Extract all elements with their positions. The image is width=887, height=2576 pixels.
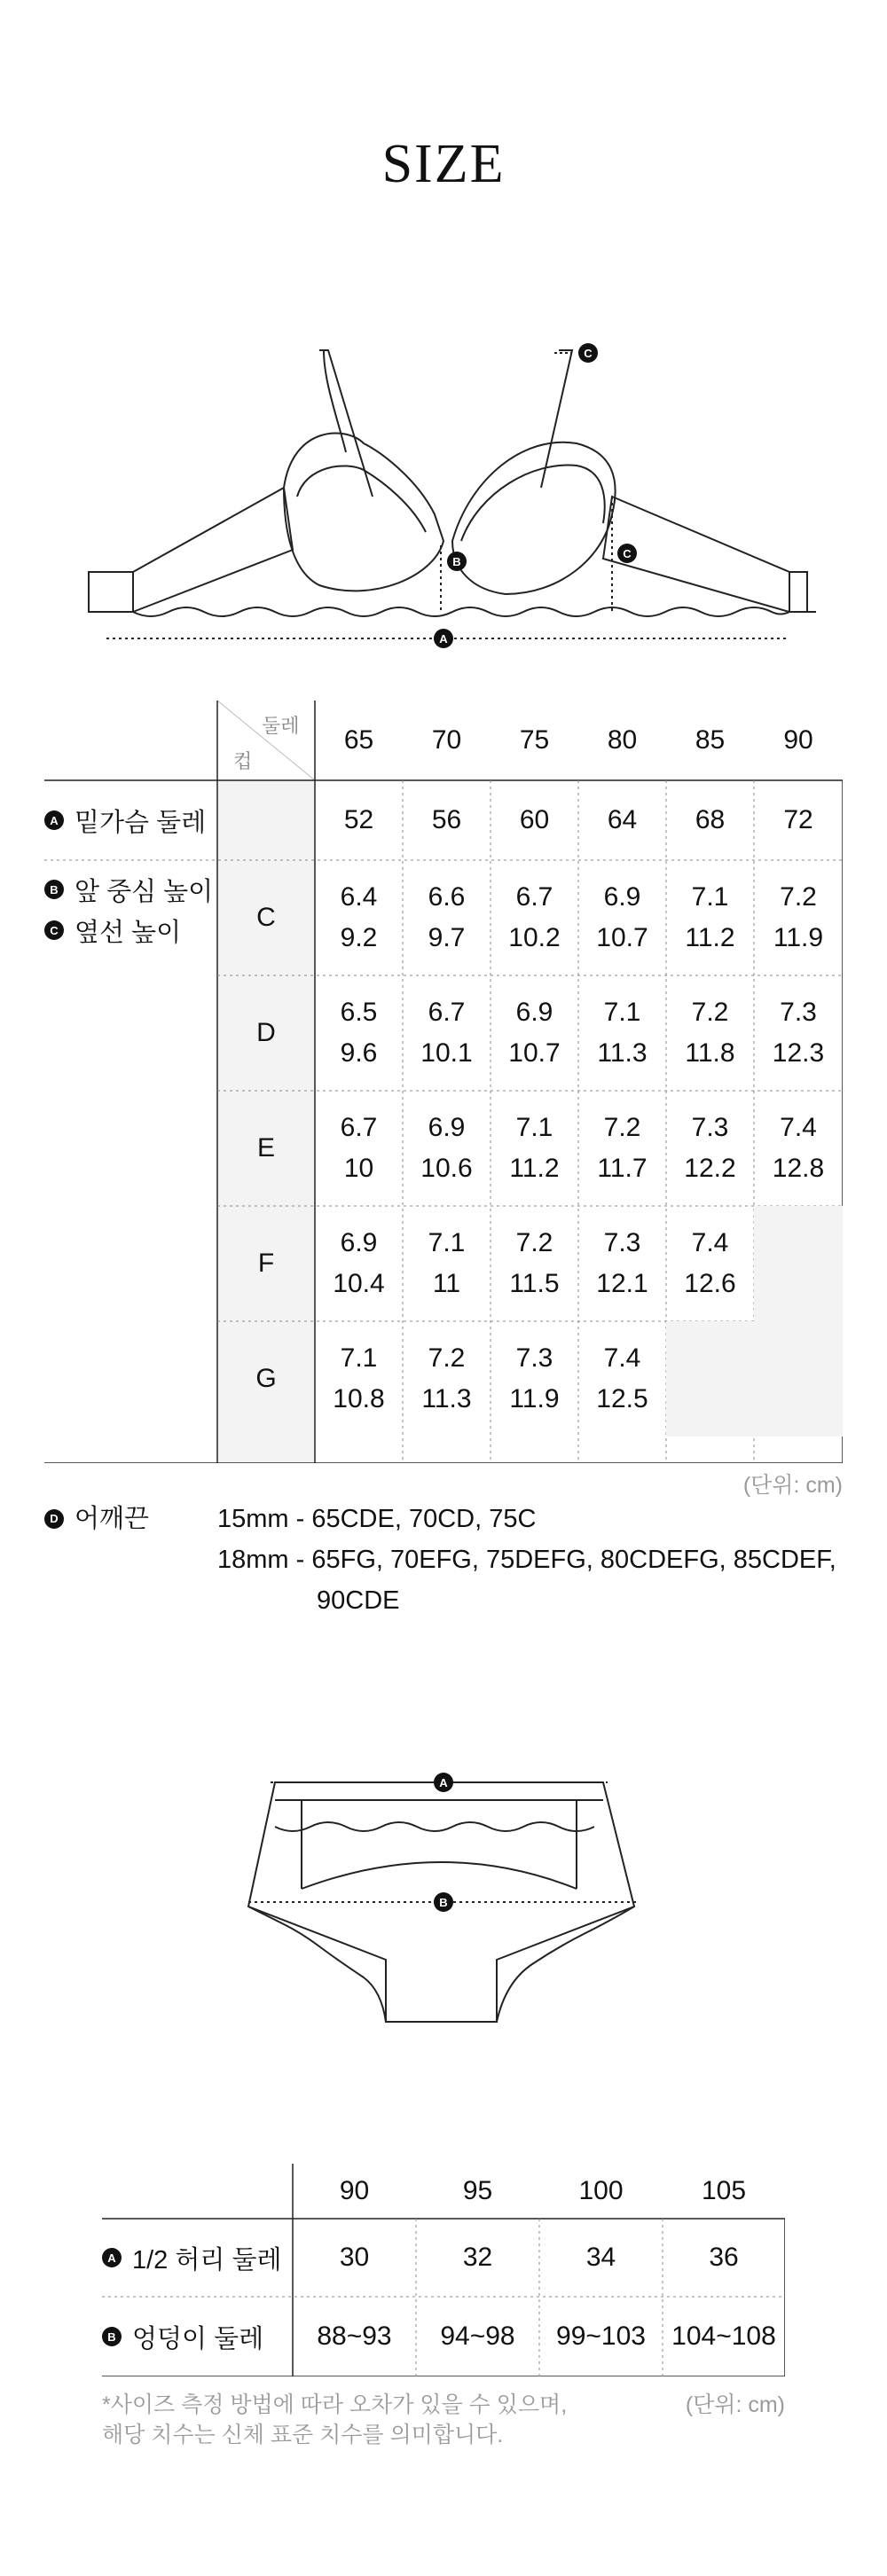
cup-g-band-65	[315, 1321, 403, 1437]
cup-g-band-80	[578, 1321, 666, 1437]
front-center-badge: B	[44, 880, 64, 899]
side-height-value: 10.2	[508, 923, 561, 952]
front-center-value: 6.5	[340, 998, 378, 1027]
cup-d-band-75	[491, 975, 578, 1091]
cup-e-band-80	[578, 1091, 666, 1206]
svg-text:B: B	[439, 1896, 448, 1909]
side-height-value: 10.1	[420, 1038, 473, 1068]
cup-c-band-70	[403, 860, 491, 975]
side-height-value: 11	[432, 1269, 461, 1298]
cup-d-band-65	[315, 975, 403, 1091]
front-center-value: 7.1	[340, 1343, 378, 1373]
left-cup	[284, 433, 444, 591]
side-height-value: 10.4	[333, 1269, 385, 1298]
side-height-value: 9.2	[340, 923, 378, 952]
underbust-70: 56	[431, 805, 462, 834]
row-label-side-height	[44, 910, 217, 951]
panty-unit-note: (단위: cm)	[685, 2392, 785, 2417]
svg-text:C: C	[623, 547, 632, 560]
cup-c-band-90	[754, 860, 843, 975]
side-height-value: 10	[343, 1154, 374, 1183]
band-header-65: 65	[343, 725, 374, 755]
cup-g-band-70	[403, 1321, 491, 1437]
front-center-value: 7.2	[780, 882, 817, 912]
waist-badge: A	[102, 2248, 122, 2267]
strap-label: 어깨끈	[75, 1505, 150, 1533]
cup-f-band-70	[403, 1206, 491, 1321]
front-center-value: 7.3	[515, 1343, 553, 1373]
measure-c-strap-badge	[578, 343, 598, 363]
cup-e-band-70	[403, 1091, 491, 1206]
cup-c-band-65	[315, 860, 403, 975]
side-height-value: 11.3	[597, 1038, 648, 1068]
header-band-label: 둘레	[262, 715, 300, 737]
front-center-value: 7.2	[428, 1343, 466, 1373]
band-header-90: 90	[783, 725, 813, 755]
panty-note-line-1: *사이즈 측정 방법에 따라 오차가 있을 수 있으며,	[102, 2392, 568, 2417]
panty-illustration	[231, 1765, 656, 2075]
side-height-value: 12.1	[596, 1269, 648, 1298]
waist-90: 30	[339, 2243, 370, 2272]
side-height-value: 9.6	[340, 1038, 378, 1068]
cup-e-band-75	[491, 1091, 578, 1206]
hip-105: 104~108	[671, 2322, 776, 2351]
band-header-85: 85	[695, 725, 726, 755]
panty-size-100: 100	[578, 2176, 624, 2205]
cup-e-band-85	[666, 1091, 754, 1206]
side-height-value: 11.7	[597, 1154, 648, 1183]
front-center-value: 7.3	[780, 998, 817, 1027]
cup-d-band-85	[666, 975, 754, 1091]
cup-label-d: D	[256, 1018, 276, 1047]
side-height-value: 11.3	[421, 1384, 472, 1413]
side-height-value: 12.3	[772, 1038, 825, 1068]
cup-f-band-65	[315, 1206, 403, 1321]
panty-measure-b-badge	[434, 1892, 453, 1912]
left-strap	[319, 350, 373, 497]
cup-label-g: G	[255, 1364, 277, 1393]
underbust-75: 60	[519, 805, 550, 834]
band-header-70: 70	[431, 725, 462, 755]
bra-illustration	[80, 319, 816, 656]
panty-measure-a-badge	[434, 1773, 453, 1792]
front-center-value: 7.1	[691, 882, 729, 912]
underbust-85: 68	[695, 805, 726, 834]
side-height-value: 12.6	[684, 1269, 736, 1298]
side-height-label: 옆선 높이	[75, 918, 182, 947]
left-hook-tab	[89, 572, 133, 612]
strap-line-2: 18mm - 65FG, 70EFG, 75DEFG, 80CDEFG, 85CDEF,	[217, 1546, 836, 1574]
waist-95: 32	[462, 2243, 493, 2272]
strap-label-row	[44, 1499, 149, 1539]
side-height-value: 12.5	[596, 1384, 648, 1413]
side-height-value: 12.2	[684, 1154, 736, 1183]
front-center-value: 7.4	[780, 1113, 817, 1142]
cup-g-band-75	[491, 1321, 578, 1437]
cup-c-band-80	[578, 860, 666, 975]
page-title: SIZE	[381, 134, 506, 194]
panty-size-table	[102, 2164, 785, 2376]
svg-text:B: B	[452, 555, 461, 568]
cup-label-c: C	[256, 903, 276, 932]
front-center-label: 앞 중심 높이	[75, 877, 214, 906]
right-hook-eye	[789, 572, 807, 612]
svg-text:A: A	[439, 632, 448, 646]
underbust-80: 64	[607, 805, 638, 834]
side-height-value: 12.8	[772, 1154, 825, 1183]
cup-d-band-90	[754, 975, 843, 1091]
side-height-value: 10.7	[508, 1038, 561, 1068]
cup-d-band-70	[403, 975, 491, 1091]
right-cup	[452, 442, 616, 594]
strap-line-1: 15mm - 65CDE, 70CD, 75C	[217, 1505, 537, 1533]
front-center-value: 7.2	[603, 1113, 641, 1142]
cup-c-band-85	[666, 860, 754, 975]
panty-size-90: 90	[339, 2176, 370, 2205]
cup-f-band-90	[754, 1206, 843, 1321]
side-height-value: 10.6	[420, 1154, 473, 1183]
cup-label-f: F	[257, 1249, 275, 1278]
side-height-value: 11.2	[685, 923, 735, 952]
underbust-65: 52	[343, 805, 374, 834]
underbust-90: 72	[783, 805, 813, 834]
bra-size-table	[44, 701, 843, 1463]
side-height-value: 10.8	[333, 1384, 385, 1413]
row-label-front-center	[44, 869, 217, 910]
cup-g-band-90	[754, 1321, 843, 1437]
right-strap	[541, 350, 572, 488]
strap-line-3: 90CDE	[317, 1586, 400, 1615]
cup-d-band-80	[578, 975, 666, 1091]
waist-100: 34	[585, 2243, 616, 2272]
side-height-value: 11.2	[509, 1154, 560, 1183]
front-center-value: 7.3	[603, 1228, 641, 1257]
front-center-value: 6.9	[340, 1228, 378, 1257]
front-center-value: 6.9	[603, 882, 641, 912]
measure-c-badge	[617, 544, 637, 563]
front-center-value: 7.4	[603, 1343, 641, 1373]
side-height-value: 11.8	[685, 1038, 735, 1068]
cup-f-band-80	[578, 1206, 666, 1321]
hip-90: 88~93	[317, 2322, 392, 2351]
side-height-value: 10.7	[596, 923, 648, 952]
cup-g-band-85	[666, 1321, 754, 1437]
underbust-badge: A	[44, 810, 64, 830]
waist-label: 1/2 허리 둘레	[132, 2245, 282, 2275]
panty-size-95: 95	[462, 2176, 493, 2205]
band-header-75: 75	[519, 725, 550, 755]
bra-unit-note: (단위: cm)	[742, 1473, 843, 1498]
front-center-value: 6.9	[428, 1113, 466, 1142]
front-center-value: 7.3	[691, 1113, 729, 1142]
front-center-value: 7.1	[428, 1228, 466, 1257]
measure-b-badge	[447, 552, 467, 571]
hip-badge: B	[102, 2327, 122, 2346]
svg-text:C: C	[584, 347, 593, 360]
front-center-value: 7.1	[515, 1113, 553, 1142]
waist-105: 36	[709, 2243, 739, 2272]
cup-f-band-75	[491, 1206, 578, 1321]
side-height-badge: C	[44, 920, 64, 940]
side-height-value: 9.7	[428, 923, 466, 952]
panty-row-label-waist	[102, 2219, 293, 2297]
front-center-value: 6.7	[515, 882, 553, 912]
front-center-value: 6.4	[340, 882, 378, 912]
row-label-underbust	[44, 780, 217, 860]
front-center-value: 6.6	[428, 882, 466, 912]
front-center-value: 7.2	[515, 1228, 553, 1257]
front-center-value: 6.7	[340, 1113, 378, 1142]
hip-95: 94~98	[440, 2322, 515, 2351]
hip-label: 엉덩이 둘레	[132, 2324, 264, 2353]
panty-note-line-2: 해당 치수는 신체 표준 치수를 의미합니다.	[102, 2423, 504, 2447]
front-center-value: 6.9	[515, 998, 553, 1027]
front-center-value: 6.7	[428, 998, 466, 1027]
header-cup-label: 컵	[233, 750, 253, 772]
side-height-value: 11.9	[773, 923, 824, 952]
cup-label-e: E	[256, 1133, 275, 1163]
front-center-value: 7.4	[691, 1228, 729, 1257]
cup-e-band-90	[754, 1091, 843, 1206]
underbust-label: 밑가슴 둘레	[75, 808, 207, 837]
band-header-80: 80	[607, 725, 638, 755]
hip-100: 99~103	[556, 2322, 646, 2351]
cup-c-band-75	[491, 860, 578, 975]
cup-f-band-85	[666, 1206, 754, 1321]
cup-e-band-65	[315, 1091, 403, 1206]
panty-size-105: 105	[701, 2176, 747, 2205]
strap-badge: D	[44, 1509, 64, 1529]
side-height-value: 11.9	[509, 1384, 560, 1413]
svg-text:A: A	[439, 1776, 448, 1789]
front-center-value: 7.2	[691, 998, 729, 1027]
side-height-value: 11.5	[509, 1269, 560, 1298]
panty-row-label-hip	[102, 2297, 293, 2376]
front-center-value: 7.1	[603, 998, 641, 1027]
measure-a-badge	[434, 629, 453, 648]
